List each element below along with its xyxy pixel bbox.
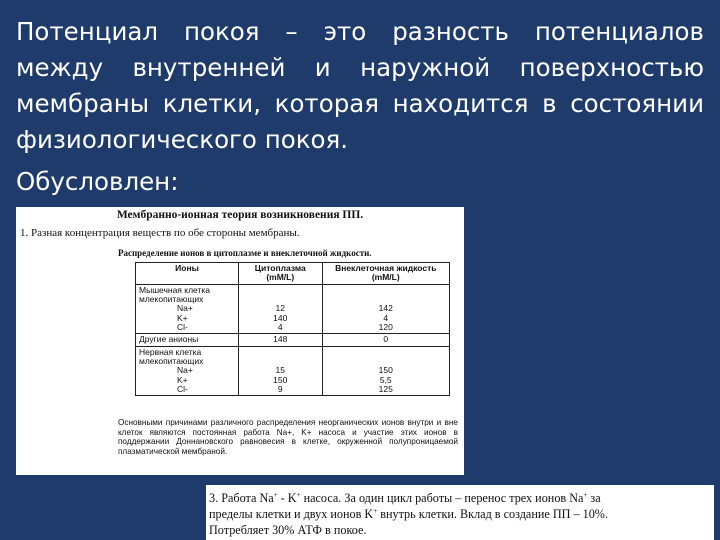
cell-value: 5,5 [379,374,392,385]
pump-line-3: Потребляет 30% АТФ в покое. [209,523,367,537]
pump-text [209,490,711,538]
cell-value: 150 [273,374,288,385]
group-nerve [136,346,239,396]
group-muscle [136,284,239,334]
table-header-row [136,263,450,285]
ion-table [135,262,450,396]
slide-text [16,14,704,200]
cyto-values-muscle [239,284,323,334]
scan-subtitle: 1. Разная концентрация веществ по обе стороны мембраны. [20,227,300,239]
scan-title: Мембранно-ионная теория возникновения ПП. [116,209,364,221]
ion-label: Na+ [177,365,193,376]
ion-label: Na+ [177,303,193,314]
ion-label: K+ [177,374,188,385]
cell-value: 0 [322,334,449,346]
cell-value: 140 [273,312,288,323]
pump-scan [206,485,714,540]
ion-distribution-scan [16,207,464,475]
scan-footnote: Основными причинами различного распределения неорганических ионов внутри и вне клеток являются постоянная работа Na+, K+ насоса и участие этих ионов в поддержании Доннановского равновесия в клетке, окруженной полупроницаемой плазматической мембраной. [118,418,458,456]
cell-value: 9 [277,384,283,395]
header-cytoplasm: Цитоплазма (mM/L) [239,263,323,285]
ion-label: Cl- [177,384,188,395]
pump-line-2: пределы клетки и двух ионов K+ внутрь клетки. Вклад в создание ПП – 10%. [209,506,608,521]
cell-value: 150 [378,365,393,376]
extra-values-muscle [322,284,449,334]
cell-value: 148 [239,334,323,346]
distribution-heading: Распределение ионов в цитоплазме и внеклеточной жидкости. [118,248,372,258]
cell-value: 15 [275,365,285,376]
table-row-muscle [136,284,450,334]
extra-values-nerve [322,346,449,396]
definition-paragraph: Потенциал покоя – это разность потенциалов между внутренней и наружной поверхностью мембраны клетки, которая находится в состоянии физиологического покоя. [16,17,704,154]
cell-value: 125 [378,384,393,395]
cell-value: 120 [378,322,393,333]
cyto-values-nerve [239,346,323,396]
table-row-anions [136,334,450,346]
table-row-nerve [136,346,450,396]
ion-label: Cl- [177,322,188,333]
group-label: Нервная клетка млекопитающих [139,346,204,367]
cell-value: 12 [275,303,285,314]
ion-label: K+ [177,312,188,323]
header-ions: Ионы [136,263,239,285]
cell-value: 4 [277,322,283,333]
pump-line-1: 3. Работа Na+ - K+ насоса. За один цикл работы – перенос трех ионов Na+ за [209,490,601,505]
caused-by-heading: Обусловлен: [16,167,179,196]
group-anions: Другие анионы [136,334,239,346]
group-label: Мышечная клетка млекопитающих [139,284,211,305]
cell-value: 4 [383,312,389,323]
cell-value: 142 [378,303,393,314]
header-extracellular: Внеклеточная жидкость (mM/L) [322,263,449,285]
